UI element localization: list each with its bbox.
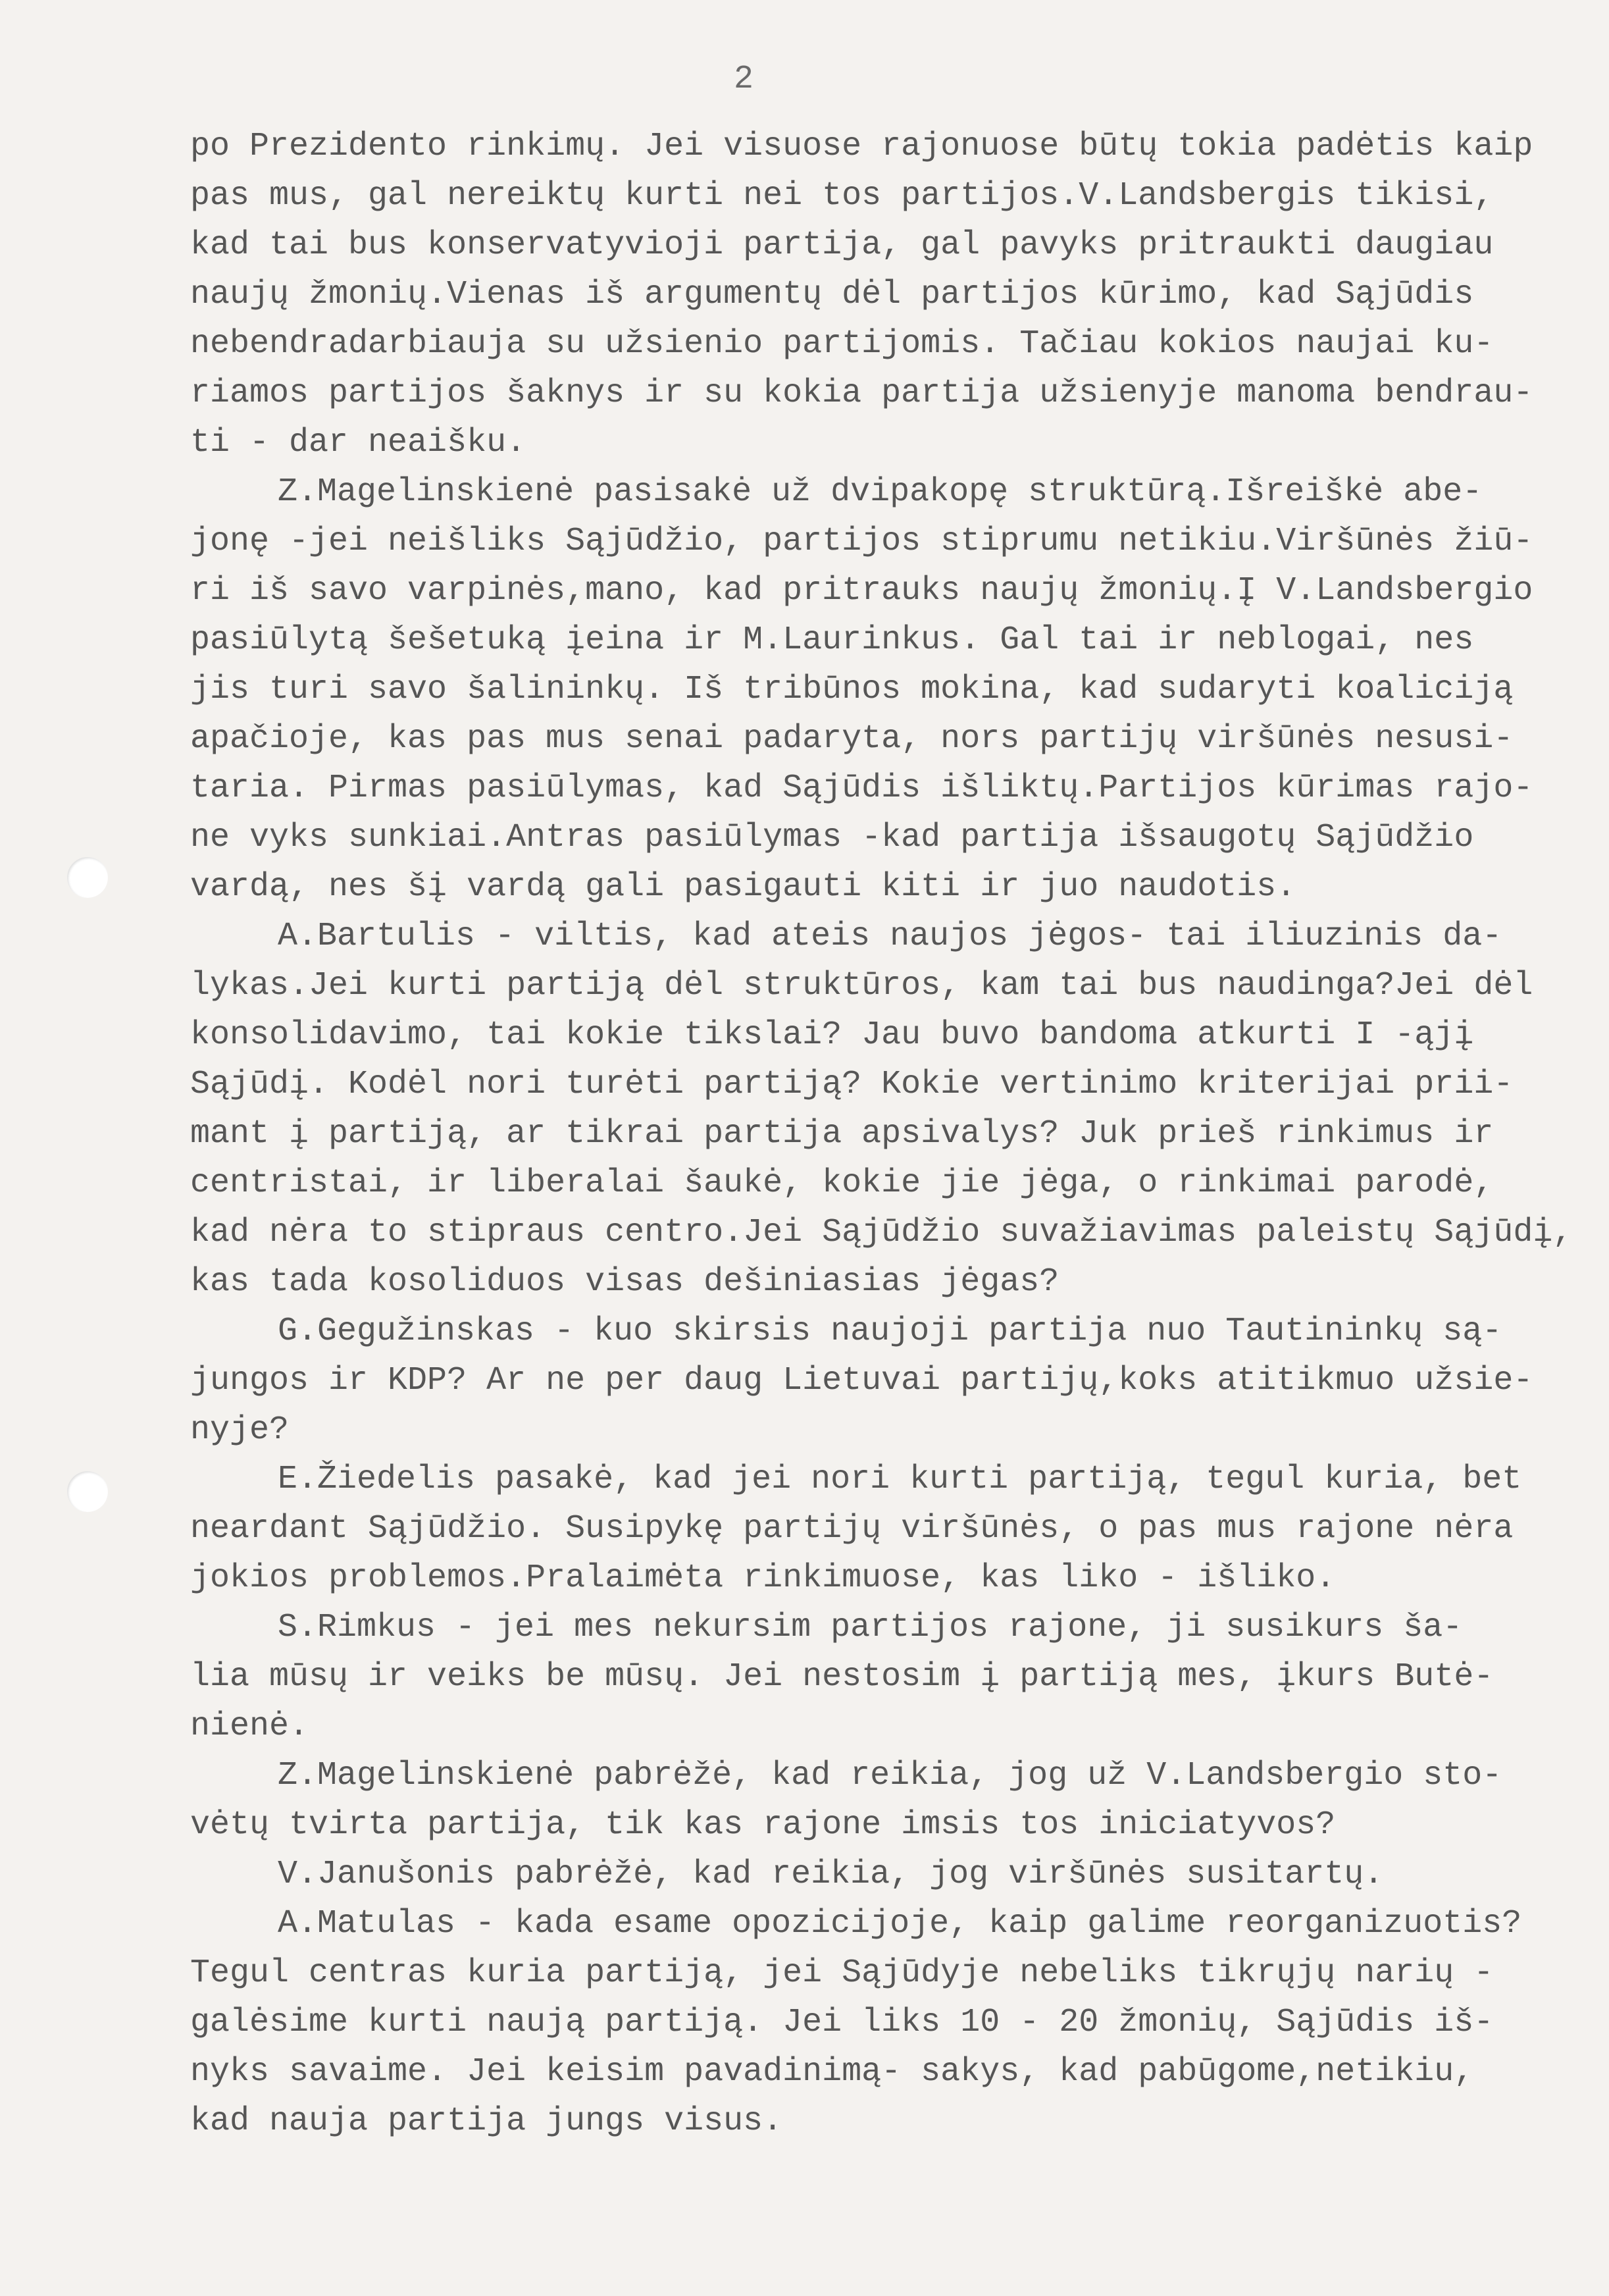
paragraph-start-line: V.Janušonis pabrėžė, kad reikia, jog viršūnės susitartų.	[278, 1856, 1384, 1893]
text-line: konsolidavimo, tai kokie tikslai? Jau buvo bandoma atkurti I -ąjį	[190, 1016, 1474, 1054]
text-line: mant į partiją, ar tikrai partija apsivalys? Juk prieš rinkimus ir	[190, 1115, 1494, 1153]
text-line: nyje?	[190, 1411, 290, 1449]
text-line: nienė.	[190, 1708, 309, 1745]
text-line: nebendradarbiauja su užsienio partijomis. Tačiau kokios naujai ku-	[190, 325, 1494, 363]
text-line: taria. Pirmas pasiūlymas, kad Sąjūdis išliktų.Partijos kūrimas rajo-	[190, 770, 1533, 807]
text-line: po Prezidento rinkimų. Jei visuose rajonuose būtų tokia padėtis kaip	[190, 128, 1533, 165]
text-line: galėsime kurti naują partiją. Jei liks 10 - 20 žmonių, Sąjūdis iš-	[190, 2004, 1494, 2041]
paragraph-start-line: A.Bartulis - viltis, kad ateis naujos jėgos- tai iliuzinis da-	[278, 918, 1502, 955]
paragraph-start-line: G.Gegužinskas - kuo skirsis naujoji partija nuo Tautininkų są-	[278, 1313, 1502, 1350]
text-line: apačioje, kas pas mus senai padaryta, nors partijų viršūnės nesusi-	[190, 720, 1514, 758]
paragraph-start-line: Z.Magelinskienė pasisakė už dvipakopę struktūrą.Išreiškė abe-	[278, 473, 1483, 511]
text-line: Sąjūdį. Kodėl nori turėti partiją? Kokie vertinimo kriterijai prii-	[190, 1066, 1514, 1103]
paragraph-start-line: E.Žiedelis pasakė, kad jei nori kurti partiją, tegul kuria, bet	[278, 1461, 1522, 1498]
text-line: jungos ir KDP? Ar ne per daug Lietuvai partijų,koks atitikmuo užsie-	[190, 1362, 1533, 1399]
text-line: jonę -jei neišliks Sąjūdžio, partijos stiprumu netikiu.Viršūnės žiū-	[190, 523, 1533, 560]
text-line: riamos partijos šaknys ir su kokia partija užsienyje manoma bendrau-	[190, 375, 1533, 412]
text-line: vėtų tvirta partija, tik kas rajone imsis tos iniciatyvos?	[190, 1806, 1336, 1844]
paragraph-start-line: S.Rimkus - jei mes nekursim partijos rajone, ji susikurs ša-	[278, 1609, 1463, 1646]
text-line: kad nauja partija jungs visus.	[190, 2102, 783, 2140]
text-line: lykas.Jei kurti partiją dėl struktūros, kam tai bus naudinga?Jei dėl	[190, 967, 1533, 1004]
text-line: jis turi savo šalininkų. Iš tribūnos mokina, kad sudaryti koaliciją	[190, 671, 1514, 708]
typewritten-body	[190, 122, 1585, 2146]
text-line: centristai, ir liberalai šaukė, kokie jie jėga, o rinkimai parodė,	[190, 1164, 1494, 1202]
text-line: jokios problemos.Pralaimėta rinkimuose, kas liko - išliko.	[190, 1559, 1336, 1597]
text-line: ri iš savo varpinės,mano, kad pritrauks naujų žmonių.Į V.Landsbergio	[190, 572, 1533, 610]
text-line: naujų žmonių.Vienas iš argumentų dėl partijos kūrimo, kad Sąjūdis	[190, 276, 1474, 313]
text-line: neardant Sąjūdžio. Susipykę partijų viršūnės, o pas mus rajone nėra	[190, 1510, 1514, 1548]
punch-hole-upper	[67, 857, 108, 898]
page-number: 2	[734, 61, 754, 98]
punch-hole-lower	[67, 1471, 108, 1512]
text-line: vardą, nes šį vardą gali pasigauti kiti ir juo naudotis.	[190, 868, 1296, 906]
text-line: pas mus, gal nereiktų kurti nei tos partijos.V.Landsbergis tikisi,	[190, 177, 1494, 215]
paragraph-start-line: A.Matulas - kada esame opozicijoje, kaip galime reorganizuotis?	[278, 1905, 1522, 1943]
paragraph-start-line: Z.Magelinskienė pabrėžė, kad reikia, jog už V.Landsbergio sto-	[278, 1757, 1502, 1794]
text-line: ne vyks sunkiai.Antras pasiūlymas -kad partija išsaugotų Sąjūdžio	[190, 819, 1474, 856]
text-line: ti - dar neaišku.	[190, 424, 526, 461]
text-line: kad tai bus konservatyvioji partija, gal pavyks pritraukti daugiau	[190, 226, 1494, 264]
text-line: lia mūsų ir veiks be mūsų. Jei nestosim į partiją mes, įkurs Butė-	[190, 1658, 1494, 1696]
text-line: pasiūlytą šešetuką įeina ir M.Laurinkus. Gal tai ir neblogai, nes	[190, 621, 1474, 659]
text-line: nyks savaime. Jei keisim pavadinimą- sakys, kad pabūgome,netikiu,	[190, 2053, 1474, 2091]
text-line: kas tada kosoliduos visas dešiniasias jėgas?	[190, 1263, 1060, 1301]
text-line: Tegul centras kuria partiją, jei Sąjūdyje nebeliks tikrųjų narių -	[190, 1954, 1494, 1992]
text-line: kad nėra to stipraus centro.Jei Sąjūdžio suvažiavimas paleistų Sąjūdį,	[190, 1214, 1573, 1251]
